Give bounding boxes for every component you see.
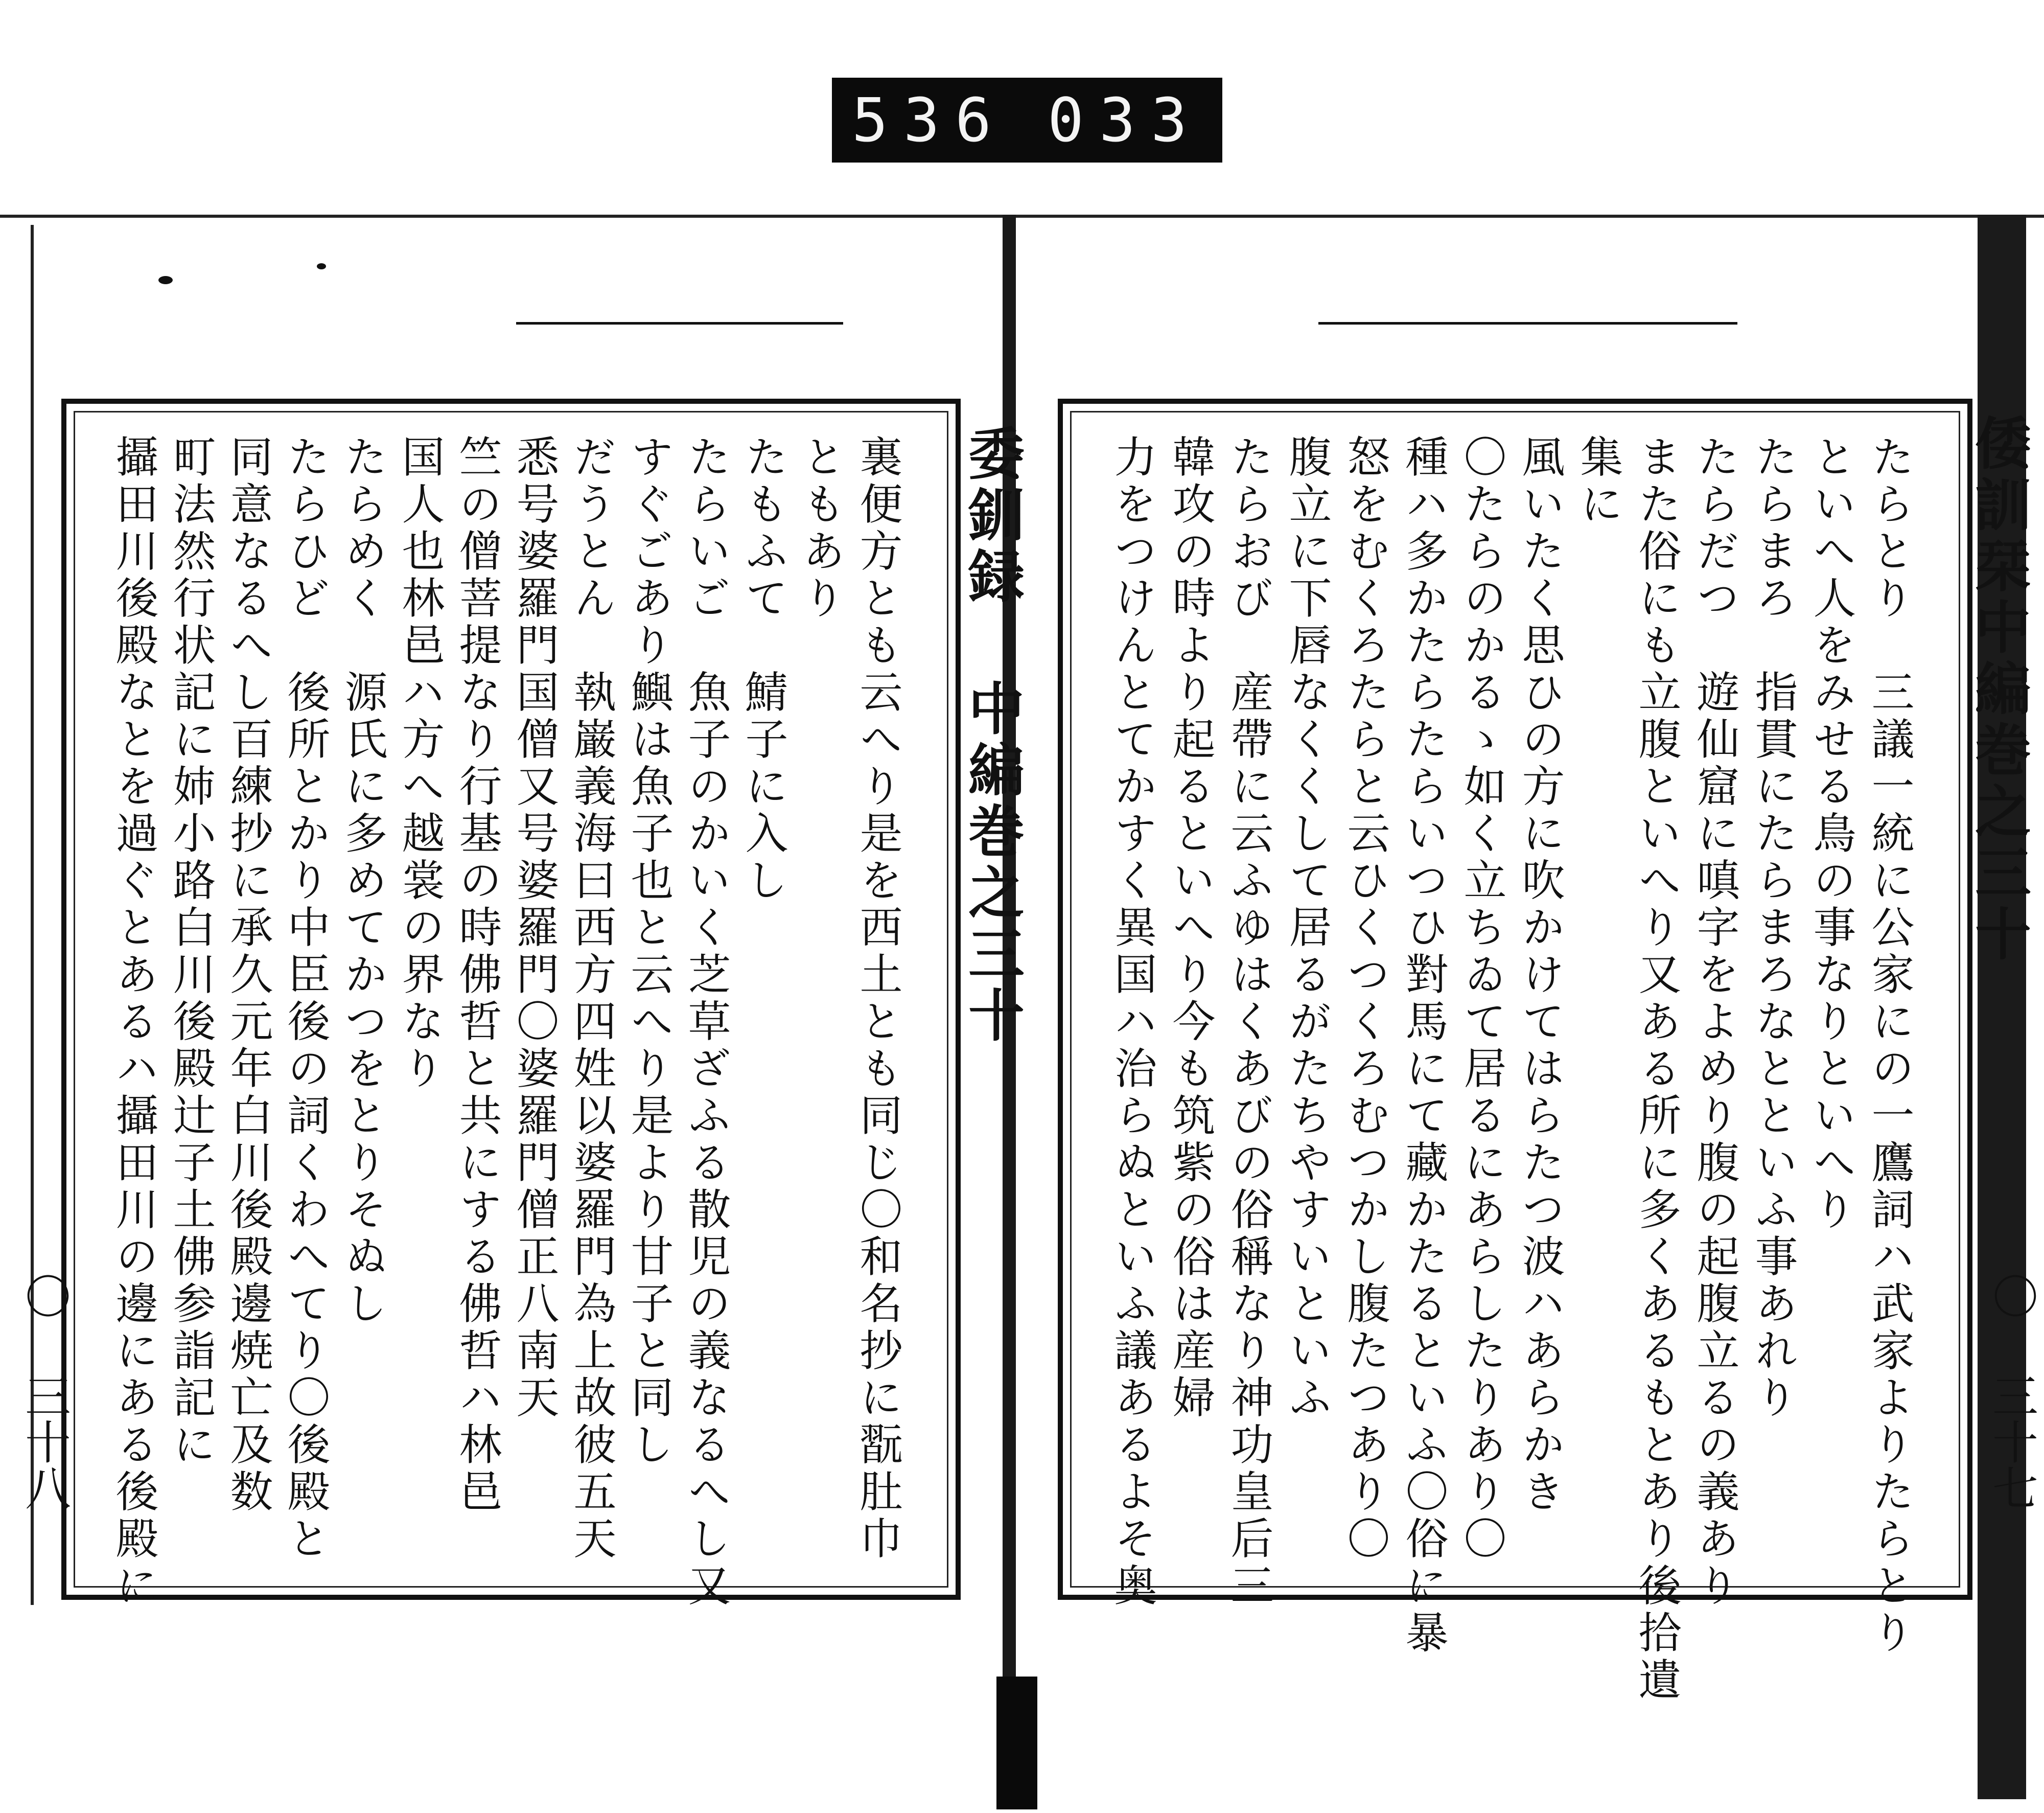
text-column: 攝田川後殿なとを過ぐとあるハ攝田川の邊にある後殿に	[109, 434, 159, 1610]
text-column: 竺の僧菩提なり行基の時佛哲と共にする佛哲ハ林邑	[452, 434, 502, 1516]
text-column: 集に	[1573, 434, 1623, 529]
text-column: 同意なるへし百練抄に承久元年白川後殿邊焼亡及数	[223, 434, 273, 1516]
spine-binding	[996, 1677, 1037, 1809]
text-column: 裏便方とも云へり是を西土とも同じ〇和名抄に翫肚巾	[853, 434, 903, 1563]
text-column: たらいご 魚子のかいく芝草ざふる散児の義なるへし又	[681, 434, 731, 1610]
text-column: といへ人をみせる鳥の事なりといへり	[1806, 434, 1856, 1234]
text-column: たもふて 鯖子に入し	[738, 434, 788, 905]
faint-rule	[516, 322, 843, 325]
text-column: ともあり	[796, 434, 846, 623]
left-page-folio: 〇 三十八	[17, 1273, 71, 1510]
text-column: たらだつ 遊仙窟に嗔字をよめり腹の起腹立るの義あり	[1690, 434, 1740, 1610]
catalog-number-right: 033	[1048, 85, 1203, 155]
ink-speck	[317, 263, 326, 269]
right-page-folio: 〇 三十七	[1984, 1273, 2038, 1510]
text-column: たらおび 産帶に云ふゆはくあびの俗稱なり神功皇后三	[1224, 434, 1274, 1610]
text-column: 国人也林邑ハ方へ越裳の界なり	[395, 434, 445, 1093]
faint-rule	[1318, 322, 1737, 325]
left-page-frame	[17, 399, 1025, 1610]
text-column: 風いたく思ひの方に吹かけてはらたつ波ハあらかき	[1515, 434, 1565, 1516]
text-column: すぐごあり鱮は魚子也と云へり是より甘子と同し	[624, 434, 674, 1469]
text-column: 町法然行状記に姉小路白川後殿辻子土佛参詣記に	[166, 434, 216, 1469]
catalog-label	[832, 78, 1222, 163]
text-column: 〇たらのかるゝ如く立ちゐて居るにあらしたりあり〇	[1457, 434, 1507, 1563]
left-page-title: 委釧録 中編巻之三十	[959, 424, 1025, 1047]
text-column: 力をつけんとてかすく異国ハ治らぬといふ議あるよそ奥	[1107, 434, 1157, 1610]
text-column: たらひど 後所とかり中臣後の詞くわへてり〇後殿と	[281, 434, 331, 1563]
text-column: たらとり 三議一統に公家にの一鷹詞ハ武家よりたらとり	[1865, 434, 1915, 1657]
text-column: 悉号婆羅門国僧又号婆羅門〇婆羅門僧正八南天	[509, 434, 560, 1422]
text-column: 怒をむくろたらと云ひくつくろむつかし腹たつあり〇	[1340, 434, 1390, 1563]
text-column: 種ハ多かたらたらいつひ對馬にて藏かたるといふ〇俗に暴	[1399, 434, 1449, 1657]
text-column: たらめく 源氏に多めてかつをとりそぬし	[338, 434, 388, 1328]
book-top-edge	[0, 215, 2044, 218]
text-column: 韓攻の時より起るといへり今も筑紫の俗は産婦	[1166, 434, 1216, 1422]
text-column: また俗にも立腹といへり又ある所に多くあるもとあり後拾遺	[1632, 434, 1682, 1704]
text-column: だうとん 執巌義海曰西方四姓以婆羅門為上故彼五天	[567, 434, 617, 1563]
ink-speck	[158, 276, 173, 284]
catalog-number-left: 536	[851, 85, 1007, 155]
right-page-frame	[1058, 399, 2038, 1704]
text-column: たらまろ 指貫にたらまろなとといふ事あれり	[1748, 434, 1798, 1422]
right-page-title: 倭訓栞中編巻之三十	[1966, 414, 2032, 966]
text-column: 腹立に下唇なくくして居るがたちやすいといふ	[1282, 434, 1332, 1422]
